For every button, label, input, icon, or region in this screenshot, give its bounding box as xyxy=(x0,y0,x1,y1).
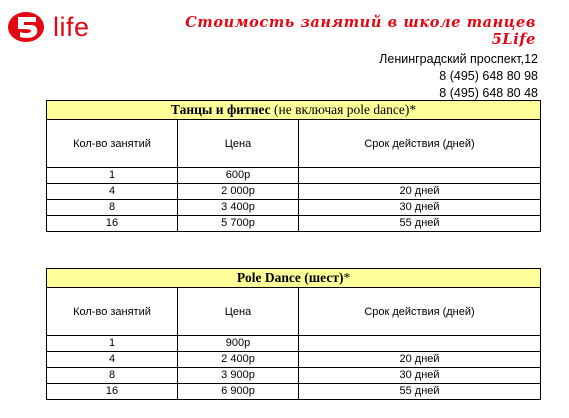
table-title-rest: * xyxy=(343,270,351,285)
table-title xyxy=(47,269,541,288)
price-table-pole-dance xyxy=(46,268,541,400)
table-row xyxy=(47,368,541,384)
price-table-dance-fitness xyxy=(46,100,541,232)
logo-text: life xyxy=(53,12,90,42)
phone-1: 8 (495) 648 80 98 xyxy=(439,69,538,83)
sessions-cell: 4 xyxy=(47,352,178,368)
validity-cell xyxy=(299,168,541,184)
sessions-cell: 8 xyxy=(47,368,178,384)
column-header-price: Цена xyxy=(178,288,299,336)
validity-cell: 20 дней xyxy=(299,352,541,368)
column-header-sessions: Кол-во занятий xyxy=(47,120,178,168)
sessions-cell: 8 xyxy=(47,200,178,216)
page-title-line1: Стоимость занятий в школе танцев xyxy=(185,14,536,31)
validity-cell: 20 дней xyxy=(299,184,541,200)
price-cell: 6 900р xyxy=(178,384,299,400)
table-title xyxy=(47,101,541,120)
price-cell: 2 400р xyxy=(178,352,299,368)
table-title-bold: Pole Dance (шест) xyxy=(236,270,344,285)
column-header-validity: Срок действия (дней) xyxy=(299,288,541,336)
column-header-price: Цена xyxy=(178,120,299,168)
table-title-bold: Танцы и фитнес xyxy=(170,102,271,117)
validity-cell: 55 дней xyxy=(299,384,541,400)
price-cell: 900р xyxy=(178,336,299,352)
page-title xyxy=(185,14,536,48)
price-cell: 600р xyxy=(178,168,299,184)
validity-cell xyxy=(299,336,541,352)
sessions-cell: 16 xyxy=(47,384,178,400)
page-title-line2: 5Life xyxy=(491,31,536,48)
price-cell: 2 000р xyxy=(178,184,299,200)
logo-five-icon xyxy=(6,8,50,46)
table-row xyxy=(47,216,541,232)
table-row xyxy=(47,336,541,352)
sessions-cell: 4 xyxy=(47,184,178,200)
price-cell: 3 900р xyxy=(178,368,299,384)
validity-cell: 30 дней xyxy=(299,200,541,216)
table-row xyxy=(47,352,541,368)
table-title-rest: (не включая pole dance)* xyxy=(270,102,417,117)
table-row xyxy=(47,184,541,200)
column-header-validity: Срок действия (дней) xyxy=(299,120,541,168)
validity-cell: 30 дней xyxy=(299,368,541,384)
logo xyxy=(6,8,116,48)
column-header-sessions: Кол-во занятий xyxy=(47,288,178,336)
contacts xyxy=(379,51,538,102)
price-cell: 5 700р xyxy=(178,216,299,232)
price-cell: 3 400р xyxy=(178,200,299,216)
table-row xyxy=(47,168,541,184)
validity-cell: 55 дней xyxy=(299,216,541,232)
sessions-cell: 1 xyxy=(47,168,178,184)
phone-2: 8 (495) 648 80 48 xyxy=(439,86,538,100)
table-row xyxy=(47,384,541,400)
sessions-cell: 1 xyxy=(47,336,178,352)
address: Ленинградский проспект,12 xyxy=(379,52,538,66)
sessions-cell: 16 xyxy=(47,216,178,232)
table-row xyxy=(47,200,541,216)
